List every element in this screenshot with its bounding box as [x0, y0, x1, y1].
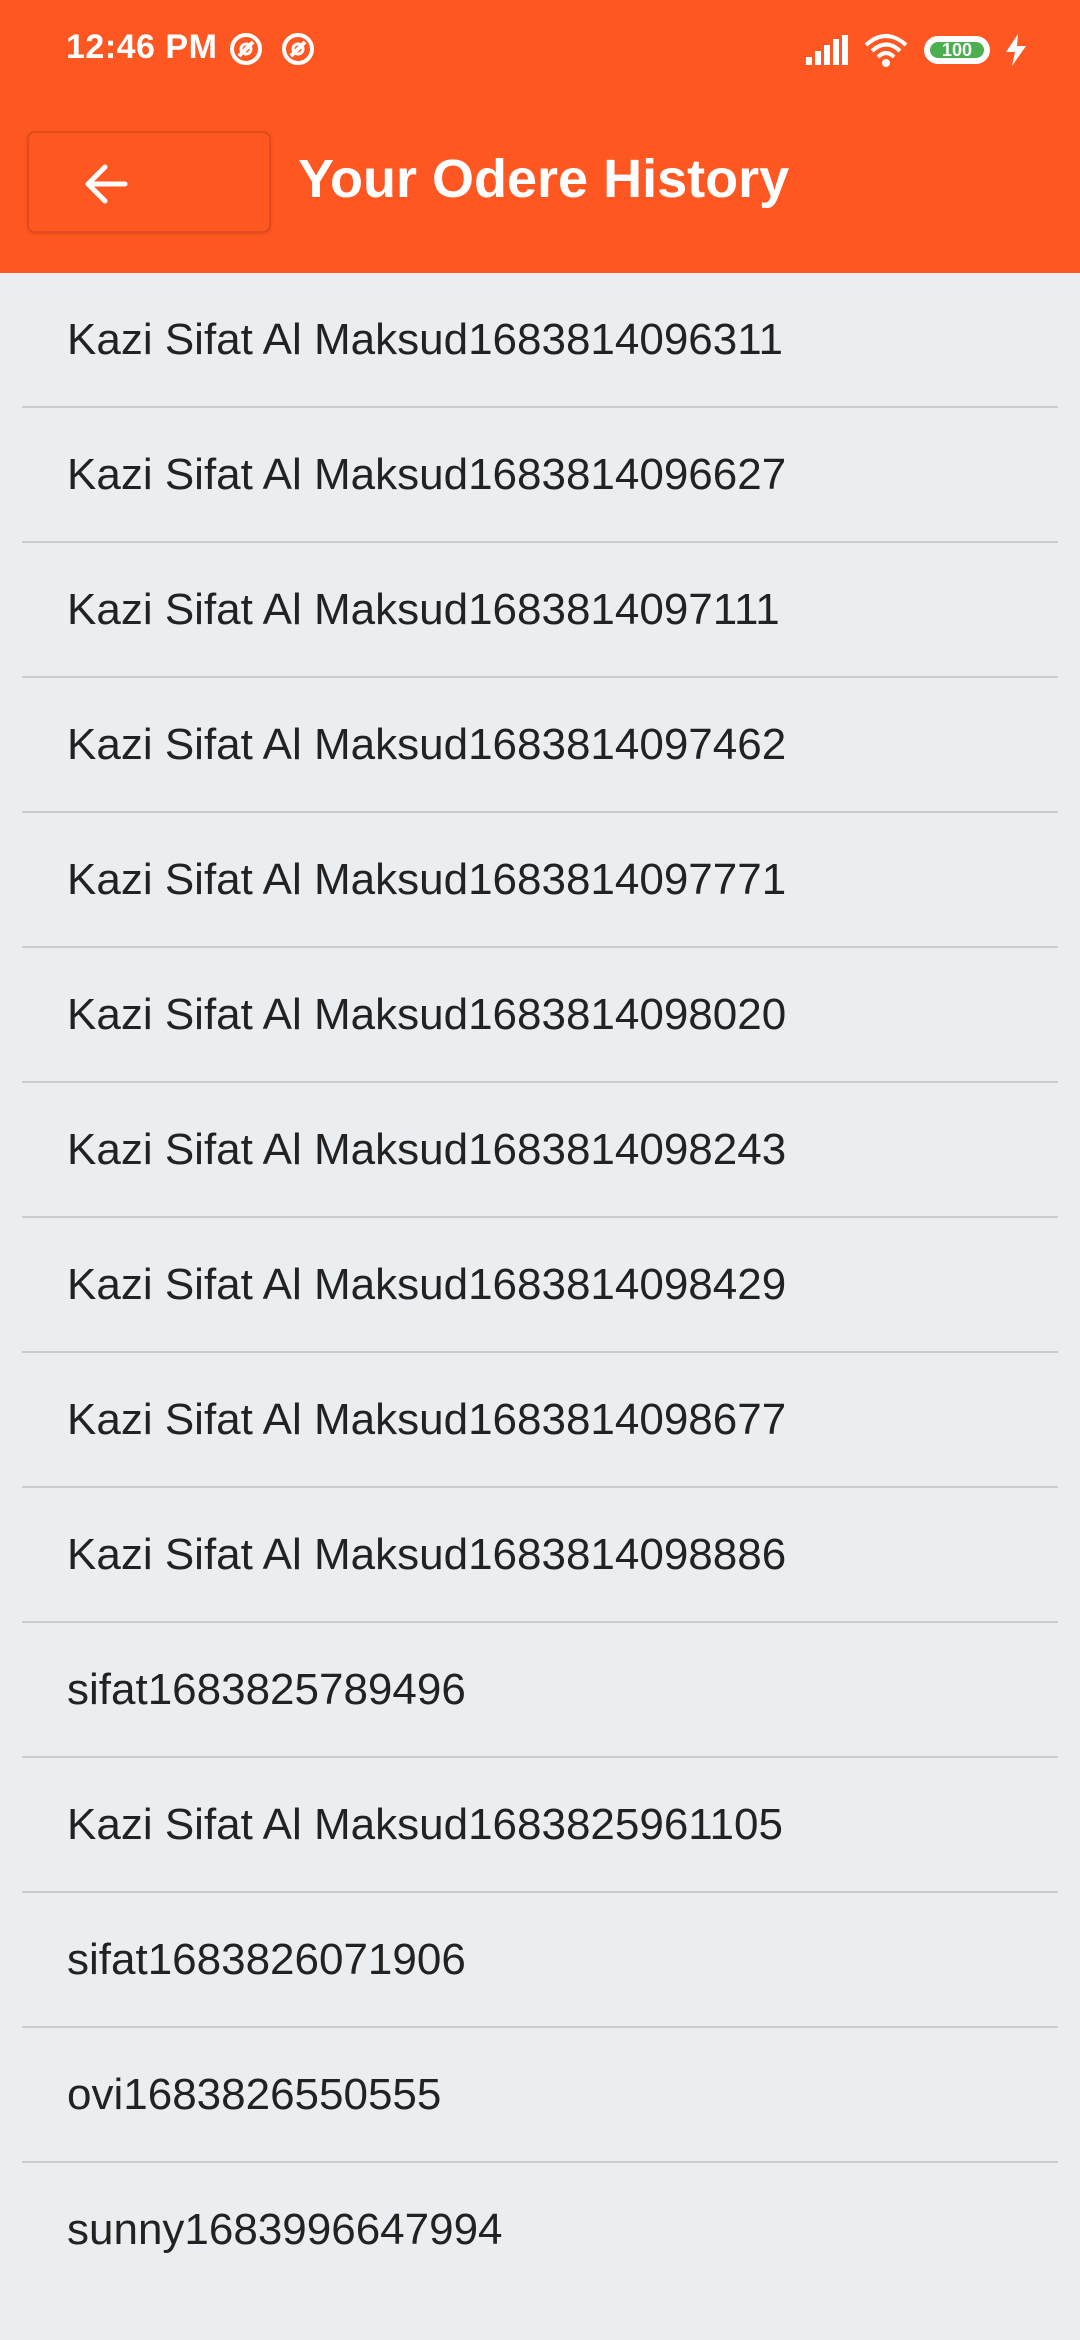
battery-icon: [924, 36, 990, 64]
order-label: Kazi Sifat Al Maksud1683814097462: [67, 720, 787, 769]
signal-icon: [806, 35, 848, 65]
order-label: Kazi Sifat Al Maksud1683814098020: [67, 990, 787, 1039]
order-label: Kazi Sifat Al Maksud1683814098429: [67, 1260, 787, 1309]
list-item[interactable]: [22, 543, 1058, 678]
order-label: Kazi Sifat Al Maksud1683825961105: [67, 1800, 783, 1849]
list-item[interactable]: [22, 1758, 1058, 1893]
notification-icon: [229, 32, 263, 66]
list-item[interactable]: [22, 678, 1058, 813]
list-item[interactable]: [22, 813, 1058, 948]
order-label: Kazi Sifat Al Maksud1683814098886: [67, 1530, 787, 1579]
list-item[interactable]: [22, 1488, 1058, 1623]
charging-icon: [1006, 34, 1026, 66]
status-bar: [0, 0, 1080, 100]
notification-icon: [281, 32, 315, 66]
list-item[interactable]: [22, 1083, 1058, 1218]
order-label: sunny1683996647994: [67, 2205, 503, 2254]
list-item[interactable]: [22, 2163, 1058, 2298]
status-time: 12:46 PM: [66, 28, 218, 66]
order-label: Kazi Sifat Al Maksud1683814097111: [67, 585, 780, 634]
order-label: Kazi Sifat Al Maksud1683814096627: [67, 450, 787, 499]
list-item[interactable]: [22, 1623, 1058, 1758]
order-label: sifat1683825789496: [67, 1665, 466, 1714]
battery-level: 100: [930, 42, 984, 58]
order-label: Kazi Sifat Al Maksud1683814098243: [67, 1125, 787, 1174]
list-item[interactable]: [22, 273, 1058, 408]
wifi-icon: [864, 33, 908, 67]
order-label: Kazi Sifat Al Maksud1683814097771: [67, 855, 787, 904]
order-label: ovi1683826550555: [67, 2070, 442, 2119]
order-history-list: [0, 273, 1080, 2298]
order-label: Kazi Sifat Al Maksud1683814098677: [67, 1395, 787, 1444]
top-app-bar: [0, 0, 1080, 273]
list-item[interactable]: [22, 1353, 1058, 1488]
arrow-left-icon: [81, 159, 131, 209]
order-label: Kazi Sifat Al Maksud1683814096311: [67, 315, 783, 364]
list-item[interactable]: [22, 948, 1058, 1083]
list-item[interactable]: [22, 408, 1058, 543]
back-button[interactable]: [27, 131, 271, 233]
page-title: Your Odere History: [298, 149, 790, 209]
list-item[interactable]: [22, 1218, 1058, 1353]
app-bar: [0, 128, 1080, 238]
list-item[interactable]: [22, 1893, 1058, 2028]
status-icons: [806, 30, 1026, 70]
list-item[interactable]: [22, 2028, 1058, 2163]
order-label: sifat1683826071906: [67, 1935, 466, 1984]
